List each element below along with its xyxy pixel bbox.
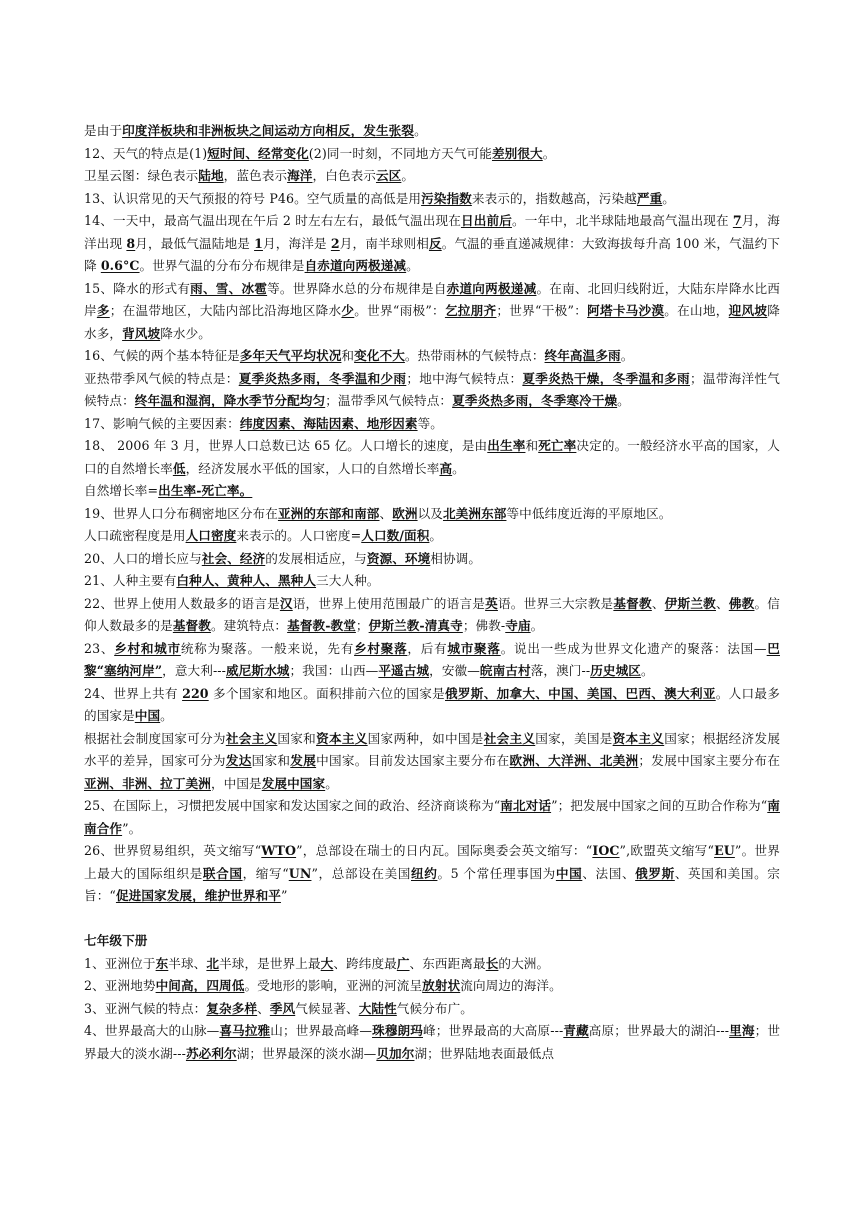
text-run: ，缩写“ bbox=[242, 865, 289, 881]
key-term: 佛教 bbox=[728, 595, 755, 611]
text-run: 中国家。目前发达国家主要分布在 bbox=[316, 753, 510, 768]
text-run: 。 bbox=[414, 123, 427, 138]
text-run: ；在温带地区，大陆内部比沿海地区降水 bbox=[109, 303, 342, 318]
paragraph bbox=[84, 998, 780, 1021]
text-run: 。 bbox=[325, 775, 338, 791]
key-term: 放射状 bbox=[422, 978, 461, 993]
text-run: 。5 个常任理事国为 bbox=[437, 865, 556, 881]
key-term: 长 bbox=[485, 955, 499, 971]
paragraph bbox=[84, 278, 780, 346]
key-term: 7 bbox=[732, 213, 742, 228]
text-run: 。在山地， bbox=[664, 303, 729, 318]
text-run: 。世界气温的分布分布规律是 bbox=[139, 258, 305, 273]
text-run: 和 bbox=[341, 348, 355, 363]
text-run: ，后有 bbox=[407, 640, 448, 656]
key-term: 严重 bbox=[636, 190, 663, 206]
text-run: ”，总部设在美国 bbox=[311, 865, 411, 881]
text-run: 、 bbox=[651, 595, 665, 611]
text-run: 、英国和美国。宗旨：“ bbox=[84, 865, 780, 903]
key-term: 南南合作 bbox=[84, 798, 780, 836]
key-term: 皖南古村 bbox=[479, 663, 531, 678]
key-term: 俄罗斯 bbox=[635, 865, 675, 881]
text-run: ； bbox=[355, 618, 369, 633]
text-run: 国家和 bbox=[251, 753, 291, 768]
key-term: 夏季炎热多雨，冬季寒冷干燥 bbox=[452, 393, 618, 408]
text-run: ；我国：山西— bbox=[289, 663, 379, 678]
text-run: 。一年中，北半球陆地最高气温出现在 bbox=[511, 213, 733, 228]
text-run: 、 bbox=[715, 595, 729, 611]
paragraph bbox=[84, 345, 780, 368]
paragraph bbox=[84, 503, 780, 526]
text-run: 。在南、北回归线附近，大陆东岸降水比西岸 bbox=[84, 280, 780, 318]
key-term: 社会主义 bbox=[225, 730, 278, 746]
text-run: 的大洲。 bbox=[498, 955, 550, 971]
text-run: 19、世界人口分布稠密地区分布在 bbox=[84, 505, 278, 521]
key-term: 威尼斯水城 bbox=[226, 663, 290, 678]
paragraph bbox=[84, 840, 780, 908]
text-run: 。人口最多的国家是 bbox=[84, 685, 780, 723]
text-run: 半球、 bbox=[168, 955, 207, 971]
text-run: 。 bbox=[620, 348, 634, 363]
text-run: 。 bbox=[542, 145, 556, 161]
key-term: 死亡率 bbox=[538, 438, 577, 453]
text-run: 气候分布广。 bbox=[396, 1000, 473, 1016]
text-run: 。 bbox=[429, 528, 443, 543]
key-term: 社会主义 bbox=[483, 730, 536, 746]
paragraph bbox=[84, 638, 780, 683]
paragraph bbox=[84, 188, 780, 211]
text-run: 。 bbox=[640, 663, 654, 678]
key-term: 云区 bbox=[375, 168, 402, 183]
text-run: 3、亚洲气候的特点： bbox=[84, 1000, 207, 1016]
key-term: 复杂多样 bbox=[206, 1000, 258, 1016]
text-run: 。受地形的影响，亚洲的河流呈 bbox=[244, 978, 423, 993]
text-run: 22、世界上使用人数最多的语言是 bbox=[84, 595, 280, 611]
text-run: 等。世界降水总的分布规律是自 bbox=[267, 280, 447, 296]
key-term: 基督教 bbox=[172, 618, 211, 633]
key-term: 海洋 bbox=[287, 168, 313, 183]
paragraph bbox=[84, 795, 780, 840]
key-term: 污染指数 bbox=[421, 190, 472, 206]
paragraph bbox=[84, 480, 780, 503]
text-run: 山；世界最高峰— bbox=[270, 1023, 373, 1038]
text-run: 14、一天中，最高气温出现在午后 2 时左右左右，最低气温出现在 bbox=[84, 213, 461, 228]
key-term: 迎风坡 bbox=[728, 303, 768, 318]
key-term: 南北对话 bbox=[500, 798, 552, 813]
text-run: 、 bbox=[379, 505, 393, 521]
text-run: ，中国是 bbox=[210, 775, 262, 791]
text-run: ；温带海洋性气候特点： bbox=[84, 370, 780, 408]
key-term: EU bbox=[714, 843, 735, 858]
text-run: 语。世界三大宗教是 bbox=[497, 595, 614, 611]
key-term: 联合国 bbox=[202, 865, 243, 881]
text-run: 2、亚洲地势 bbox=[84, 978, 156, 993]
key-term: 终年温和湿润，降水季节分配均匀 bbox=[134, 393, 326, 408]
key-term: 资本主义 bbox=[612, 730, 665, 746]
text-run: ；世界“干极”： bbox=[496, 303, 588, 318]
text-run: 等中低纬度近海的平原地区。 bbox=[506, 505, 672, 521]
text-run: ”。 bbox=[122, 820, 142, 836]
text-run: 月，南半球则相 bbox=[339, 235, 429, 251]
text-run: 、法国、 bbox=[582, 865, 636, 881]
text-run: 1、亚洲位于 bbox=[84, 955, 156, 971]
key-term: 220 bbox=[182, 685, 209, 701]
key-term: 反 bbox=[428, 235, 442, 251]
text-run: ” bbox=[280, 888, 288, 903]
text-run: 12、天气的特点是(1) bbox=[84, 145, 208, 161]
text-run: 卫星云图：绿色表示 bbox=[84, 168, 199, 183]
key-term: 变化不大 bbox=[354, 348, 405, 363]
text-run: 语，世界上使用范围最广的语言是 bbox=[292, 595, 486, 611]
key-term: 北 bbox=[206, 955, 220, 971]
key-term: 乞拉朋齐 bbox=[444, 303, 497, 318]
paragraph bbox=[84, 975, 780, 998]
text-run: 。 bbox=[617, 393, 630, 408]
text-run: ；佛教- bbox=[462, 618, 506, 633]
key-term: 平遥古城 bbox=[378, 663, 430, 678]
key-term: 2 bbox=[330, 235, 340, 251]
key-term: 陆地 bbox=[198, 168, 224, 183]
key-term: IOC bbox=[592, 843, 620, 858]
text-run: 多个国家和地区。面积排前六位的国家是 bbox=[208, 685, 446, 701]
key-term: 多 bbox=[96, 303, 110, 318]
key-term: 亚洲的东部和南部 bbox=[277, 505, 380, 521]
text-run: 湖；世界最深的淡水湖— bbox=[236, 1045, 377, 1061]
paragraph bbox=[84, 525, 780, 548]
key-term: 高 bbox=[439, 460, 453, 476]
key-term: 发达 bbox=[225, 753, 252, 768]
text-run: 21、人种主要有 bbox=[84, 573, 177, 588]
key-term: 城市聚落 bbox=[447, 640, 501, 656]
key-term: 纽约 bbox=[411, 865, 438, 881]
key-term: 广 bbox=[396, 955, 410, 971]
text-run: 半球，是世界上最 bbox=[219, 955, 321, 971]
key-term: 欧洲、大洋洲、北美洲 bbox=[509, 753, 639, 768]
paragraph bbox=[84, 953, 780, 976]
key-term: 发展中国家 bbox=[261, 775, 326, 791]
text-run: 气候显著、 bbox=[295, 1000, 359, 1016]
text-run: 湖；世界陆地表面最低点 bbox=[414, 1045, 555, 1061]
text-run: 自然增长率= bbox=[84, 483, 159, 498]
text-run: 。热带雨林的气候特点： bbox=[404, 348, 545, 363]
key-term: 东 bbox=[155, 955, 169, 971]
key-term: 短时间、经常变化 bbox=[207, 145, 309, 161]
paragraph bbox=[84, 548, 780, 571]
key-term: 阿塔卡马沙漠 bbox=[587, 303, 665, 318]
paragraph bbox=[84, 210, 780, 278]
key-term: 背风坡 bbox=[122, 325, 161, 341]
text-run: 17、影响气候的主要因素： bbox=[84, 415, 240, 431]
key-term: 0.6°C bbox=[100, 258, 140, 273]
key-term: 欧洲 bbox=[392, 505, 418, 521]
key-term: 北美洲东部 bbox=[442, 505, 507, 521]
key-term: 青藏 bbox=[563, 1023, 589, 1038]
text-run: 国家两种，如中国是 bbox=[367, 730, 484, 746]
key-term: 夏季炎热多雨，冬季温和少雨 bbox=[238, 370, 407, 386]
text-run: 24、世界上共有 bbox=[84, 685, 183, 701]
key-term: 中间高，四周低 bbox=[155, 978, 245, 993]
document-page bbox=[84, 120, 780, 1065]
text-run: 。 bbox=[662, 190, 675, 206]
paragraph bbox=[84, 683, 780, 728]
text-run: 人口疏密程度是用 bbox=[84, 528, 186, 543]
text-run: ，蓝色表示 bbox=[223, 168, 288, 183]
text-run: 。世界“雨极”： bbox=[354, 303, 445, 318]
key-term: 苏必利尔 bbox=[185, 1045, 237, 1061]
text-run: 相协调。 bbox=[430, 550, 482, 566]
key-term: 资源、环境 bbox=[366, 550, 431, 566]
text-run: 20、人口的增长应与 bbox=[84, 550, 202, 566]
paragraph bbox=[84, 413, 780, 436]
paragraph bbox=[84, 143, 780, 166]
text-run: 。 bbox=[406, 258, 419, 273]
text-run: 、东西距离最 bbox=[409, 955, 486, 971]
text-run: 。 bbox=[160, 708, 173, 723]
key-term: 大 bbox=[320, 955, 334, 971]
key-term: 少 bbox=[341, 303, 355, 318]
key-term: 多年天气平均状况 bbox=[239, 348, 342, 363]
key-term: 伊斯兰教-清真寺 bbox=[368, 618, 463, 633]
text-run: 来表示的，指数越高，污染越 bbox=[471, 190, 637, 206]
paragraph bbox=[84, 728, 780, 796]
text-run: 。信仰人数最多的是 bbox=[84, 595, 780, 633]
key-term: 自赤道向两极递减 bbox=[304, 258, 407, 273]
key-term: 出生率 bbox=[487, 438, 526, 453]
key-term: 终年高温多雨 bbox=[544, 348, 621, 363]
key-term: 汉 bbox=[279, 595, 293, 611]
key-term: 珠穆朗玛 bbox=[372, 1023, 423, 1038]
text-run: 决定的。一般经济水平高的国家，人口的自然增长率 bbox=[84, 438, 780, 476]
text-run: 流向周边的海洋。 bbox=[460, 978, 562, 993]
text-run: ；温带季风气候特点： bbox=[325, 393, 453, 408]
text-run: 统称为聚落。一般来说，先有 bbox=[180, 640, 355, 656]
text-run: 峰；世界最高的大高原--- bbox=[423, 1023, 564, 1038]
key-term: 白种人、黄种人、黑种人 bbox=[176, 573, 317, 588]
text-run: 等。 bbox=[417, 415, 443, 431]
text-run: 来表示的。人口密度= bbox=[236, 528, 362, 543]
text-run: 。建筑特点： bbox=[210, 618, 288, 633]
text-run: 国家；根据经济发展水平的差异，国家可分为 bbox=[84, 730, 781, 768]
text-run: ”。世界上最大的国际组织是 bbox=[84, 843, 780, 881]
paragraph bbox=[84, 570, 780, 593]
text-run: ”；把发展中国家之间的互助合作称为“ bbox=[551, 798, 768, 813]
text-run: 25、在国际上，习惯把发展中国家和发达国家之间的政治、经济商谈称为“ bbox=[84, 798, 501, 813]
key-term: 中国 bbox=[134, 708, 161, 723]
text-run: 18、 2006 年 3 月，世界人口总数已达 65 亿。人口增长的速度，是由 bbox=[84, 438, 488, 453]
key-term: 历史城区 bbox=[590, 663, 641, 678]
section-title bbox=[84, 930, 780, 953]
key-term: 贝加尔 bbox=[376, 1045, 415, 1061]
key-term: 中国 bbox=[555, 865, 583, 881]
text-run: ；世界最大的淡水湖--- bbox=[84, 1023, 781, 1061]
key-term: UN bbox=[288, 865, 312, 881]
text-run: 、 bbox=[257, 1000, 270, 1016]
key-term: 8 bbox=[126, 235, 136, 251]
key-term: 喜马拉雅 bbox=[219, 1023, 271, 1038]
text-run: 国家，美国是 bbox=[535, 730, 613, 746]
text-run: 根据社会制度国家可分为 bbox=[84, 730, 226, 746]
text-run: ，意大利--- bbox=[162, 663, 227, 678]
key-term: 赤道向两极递减 bbox=[446, 280, 537, 296]
key-term: 差别很大 bbox=[491, 145, 543, 161]
text-run: 降水多， bbox=[84, 303, 780, 341]
key-term: 里海 bbox=[729, 1023, 755, 1038]
text-run: 月，海洋是 bbox=[262, 235, 331, 251]
key-term: 寺庙 bbox=[505, 618, 531, 633]
text-run: 23、 bbox=[84, 640, 115, 656]
text-run: 三大人种。 bbox=[316, 573, 380, 588]
key-term: 基督教-教堂 bbox=[287, 618, 356, 633]
text-run: 月，海洋出现 bbox=[84, 213, 780, 251]
text-run: 高原；世界最大的湖泊--- bbox=[588, 1023, 730, 1038]
key-term: 促进国家发展，维护世界和平 bbox=[115, 888, 281, 903]
text-run: 13、认识常见的天气预报的符号 P46。空气质量的高低是用 bbox=[84, 190, 422, 206]
key-term: 1 bbox=[254, 235, 263, 251]
paragraph bbox=[84, 120, 780, 143]
key-term: 巴黎“塞纳河岸” bbox=[84, 640, 780, 678]
key-term: 发展 bbox=[290, 753, 317, 768]
text-run: ；发展中国家主要分布在 bbox=[638, 753, 781, 768]
text-run: (2)同一时刻，不同地方天气可能 bbox=[308, 145, 492, 161]
key-term: 夏季炎热干燥，冬季温和多雨 bbox=[522, 370, 690, 386]
key-term: 雨、雪、冰雹 bbox=[190, 280, 268, 296]
text-run: 以及 bbox=[417, 505, 443, 521]
key-term: 纬度因素、海陆因素、地形因素 bbox=[239, 415, 418, 431]
text-run: 亚热带季风气候的特点是： bbox=[84, 370, 239, 386]
key-term: 乡村和城市 bbox=[114, 640, 181, 656]
paragraph bbox=[84, 368, 780, 413]
text-run: 的发展相适应，与 bbox=[265, 550, 367, 566]
key-term: 大陆性 bbox=[358, 1000, 397, 1016]
paragraph bbox=[84, 165, 780, 188]
key-term: 社会、经济 bbox=[201, 550, 266, 566]
text-run: ”,欧盟英文缩写“ bbox=[619, 843, 715, 858]
text-run: 4、世界最高大的山脉— bbox=[84, 1023, 220, 1038]
text-run: 国家和 bbox=[277, 730, 317, 746]
text-run: ；地中海气候特点： bbox=[406, 370, 523, 386]
key-term: 印度洋板块和非洲板块之间运动方向相反，发生张裂 bbox=[122, 123, 415, 138]
text-run: 月，最低气温陆地是 bbox=[135, 235, 255, 251]
paragraph bbox=[84, 435, 780, 480]
key-term: 亚洲、非洲、拉丁美洲 bbox=[84, 775, 211, 791]
text-run: 。气温的垂直递减规律：大致海拔每升高 100 米，气温约下降 bbox=[84, 235, 781, 273]
key-term: 基督教 bbox=[613, 595, 652, 611]
key-term: 出生率-死亡率。 bbox=[158, 483, 253, 498]
text-run: ”，总部设在瑞士的日内瓦。国际奥委会英文缩写：“ bbox=[296, 843, 593, 858]
key-term: 人口数/面积 bbox=[361, 528, 430, 543]
text-run: 26、世界贸易组织，英文缩写“ bbox=[84, 843, 262, 858]
text-run: ，经济发展水平低的国家，人口的自然增长率 bbox=[185, 460, 440, 476]
text-run: 降水少。 bbox=[160, 325, 211, 341]
key-term: 俄罗斯、加拿大、中国、美国、巴西、澳大利亚 bbox=[445, 685, 716, 701]
paragraph bbox=[84, 1020, 780, 1065]
blank-line bbox=[84, 908, 780, 931]
text-run: 15、降水的形式有 bbox=[84, 280, 191, 296]
key-term: 季风 bbox=[269, 1000, 296, 1016]
text-run: 和 bbox=[525, 438, 539, 453]
text-run: ，安徽— bbox=[429, 663, 480, 678]
key-term: 低 bbox=[172, 460, 186, 476]
key-term: WTO bbox=[261, 843, 297, 858]
text-run: 落，澳门-- bbox=[530, 663, 591, 678]
text-run: 。 bbox=[401, 168, 415, 183]
text-run: ，白色表示 bbox=[312, 168, 376, 183]
text-run: 、跨纬度最 bbox=[333, 955, 397, 971]
key-term: 伊斯兰教 bbox=[664, 595, 716, 611]
key-term: 英 bbox=[485, 595, 498, 611]
text-run: 。 bbox=[452, 460, 465, 476]
text-run: 七年级下册 bbox=[84, 933, 148, 948]
key-term: 资本主义 bbox=[316, 730, 368, 746]
text-run: 。 bbox=[530, 618, 544, 633]
key-term: 乡村聚落 bbox=[354, 640, 408, 656]
text-run: 是由于 bbox=[84, 123, 123, 138]
paragraph bbox=[84, 593, 780, 638]
key-term: 日出前后 bbox=[460, 213, 512, 228]
text-run: 16、气候的两个基本特征是 bbox=[84, 348, 240, 363]
text-run: 。说出一些成为世界文化遗产的聚落：法国— bbox=[500, 640, 767, 656]
key-term: 人口密度 bbox=[185, 528, 237, 543]
